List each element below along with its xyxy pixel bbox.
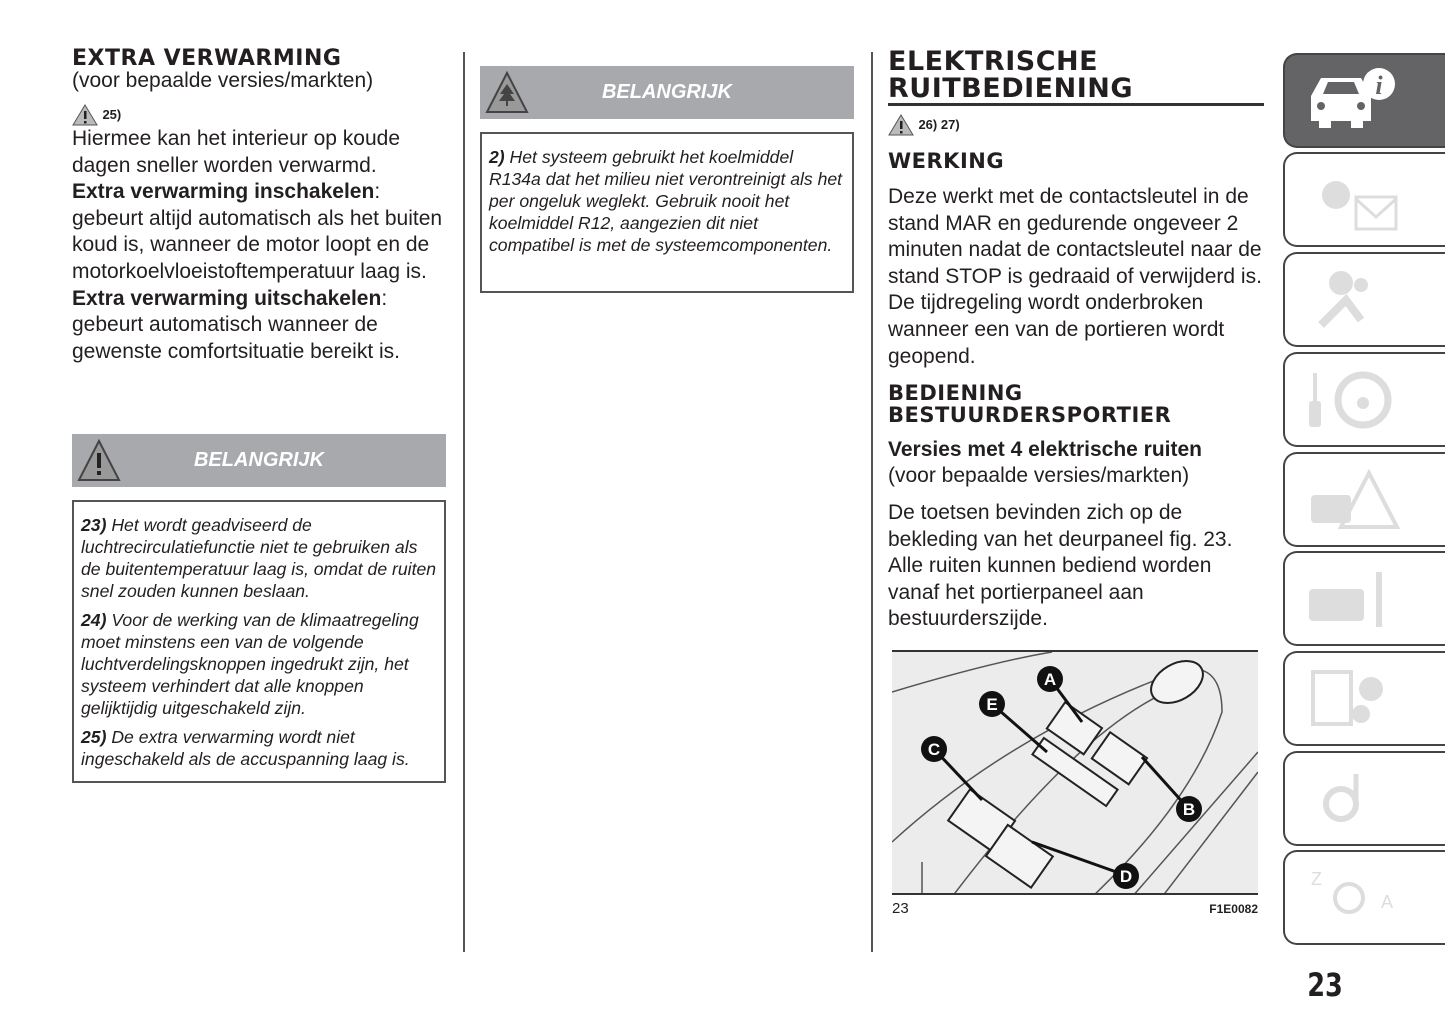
svg-text:D: D: [1119, 867, 1133, 886]
warning-triangle-icon: [72, 104, 98, 126]
notes-box: [480, 132, 854, 293]
note-25: 25) De extra verwarming wordt niet ingeschakeld als de accuspanning laag is.: [81, 727, 410, 769]
subheading: Versies met 4 elektrische ruiten: [888, 438, 1203, 461]
heading-bediening: BEDIENING BESTUURDERSPORTIER: [888, 381, 1172, 427]
section-title: EXTRA VERWARMING: [72, 46, 342, 71]
svg-text:A: A: [1381, 891, 1394, 912]
key-steering-wheel-icon: [1301, 365, 1401, 435]
werking-text: Deze werkt met de contactsleutel in de stand MAR en gedurende ongeveer 2 minuten nadat de contactsleutel naar de stand STOP is gedraaid of verwijderd is. De tijdregeling wordt onderbroken wanneer een van de portieren wordt geopend.: [888, 185, 1262, 368]
car-info-icon: [1301, 66, 1401, 136]
warning-header: BELANGRIJK: [72, 434, 446, 487]
section-subtitle: (voor bepaalde versies/markten): [72, 69, 374, 92]
tab-index[interactable]: [1283, 850, 1445, 945]
svg-text:C: C: [927, 740, 941, 759]
svg-text:E: E: [986, 695, 998, 714]
heading-werking: WERKING: [888, 149, 1005, 173]
svg-text:B: B: [1182, 800, 1196, 819]
text-on: gebeurt altijd automatisch als het buiten koud is, wanneer de motor loopt en de motorkoelvloeistoftemperatuur laag is.: [72, 206, 443, 283]
notes-box: [72, 500, 446, 783]
svg-text:i: i: [1375, 70, 1383, 100]
figure-window-switches: [892, 650, 1258, 895]
car-warning-triangle-icon: [1301, 465, 1401, 535]
figure-number: 23: [892, 900, 909, 917]
note-23: 23) Het wordt geadviseerd de luchtrecirculatiefunctie niet te gebruiken als de buitentemperatuur laag is, omdat de ruiten snel zouden kunnen beslaan.: [81, 515, 437, 601]
warning-header-environment: BELANGRIJK: [480, 66, 854, 119]
tab-emergency[interactable]: [1283, 452, 1445, 547]
label-off: Extra verwarming uitschakelen: [72, 286, 382, 310]
body-text: De toetsen bevinden zich op de bekleding van het deurpaneel fig. 23. Alle ruiten kunnen bediend worden vanaf het portierpaneel aan bestuurderszijde.: [888, 501, 1233, 631]
column-divider: [871, 52, 873, 952]
label-on: Extra verwarming inschakelen: [72, 180, 375, 204]
warning-light-message-icon: [1301, 165, 1401, 235]
tab-warning-lights[interactable]: [1283, 152, 1445, 247]
warning-ref: 25): [72, 104, 121, 126]
tab-multimedia[interactable]: [1283, 751, 1445, 846]
note-2: 2) Het systeem gebruikt het koelmiddel R134a dat het milieu niet verontreinigt als het per ongeluk weglekt. Gebruik nooit het koelmiddel R12, aangezien dit niet compatibel is met de systeemcomponenten.: [489, 147, 843, 255]
note-24: 24) Voor de werking van de klimaatregeling moet minstens een van de volgende luchtverdelingsknoppen ingedrukt zijn, het systeem verhindert dat alle knoppen gelijktijdig uitgeschakeld zijn.: [81, 610, 419, 718]
warning-triangle-icon: [76, 438, 122, 484]
column-divider: [463, 52, 465, 952]
music-navigation-icon: [1301, 764, 1401, 834]
tab-technical-data[interactable]: [1283, 651, 1445, 746]
subheading-note: (voor bepaalde versies/markten): [888, 464, 1190, 487]
svg-text:A: A: [1043, 670, 1057, 689]
warning-triangle-icon: [888, 114, 914, 136]
tab-maintenance[interactable]: [1283, 551, 1445, 646]
environment-tree-icon: [484, 70, 530, 116]
intro-text: Hiermee kan het interieur op koude dagen sneller worden verwarmd.: [72, 127, 401, 177]
airbag-seat-icon: [1301, 265, 1401, 335]
text-off: gebeurt automatisch wanneer de gewenste comfortsituatie bereikt is.: [72, 313, 400, 363]
page-number: 23: [1307, 966, 1343, 1004]
tab-safety[interactable]: [1283, 252, 1445, 347]
page-heading: ELEKTRISCHE RUITBEDIENING: [888, 48, 1264, 106]
car-wrench-icon: [1301, 564, 1401, 634]
warning-ref: 26) 27): [888, 114, 960, 136]
list-gears-icon: [1301, 664, 1401, 734]
tab-starting-driving[interactable]: [1283, 352, 1445, 447]
svg-text:Z: Z: [1311, 868, 1322, 889]
alphabet-index-icon: [1301, 863, 1401, 933]
tab-car-info[interactable]: [1283, 53, 1445, 148]
figure-code: F1E0082: [1209, 902, 1258, 916]
